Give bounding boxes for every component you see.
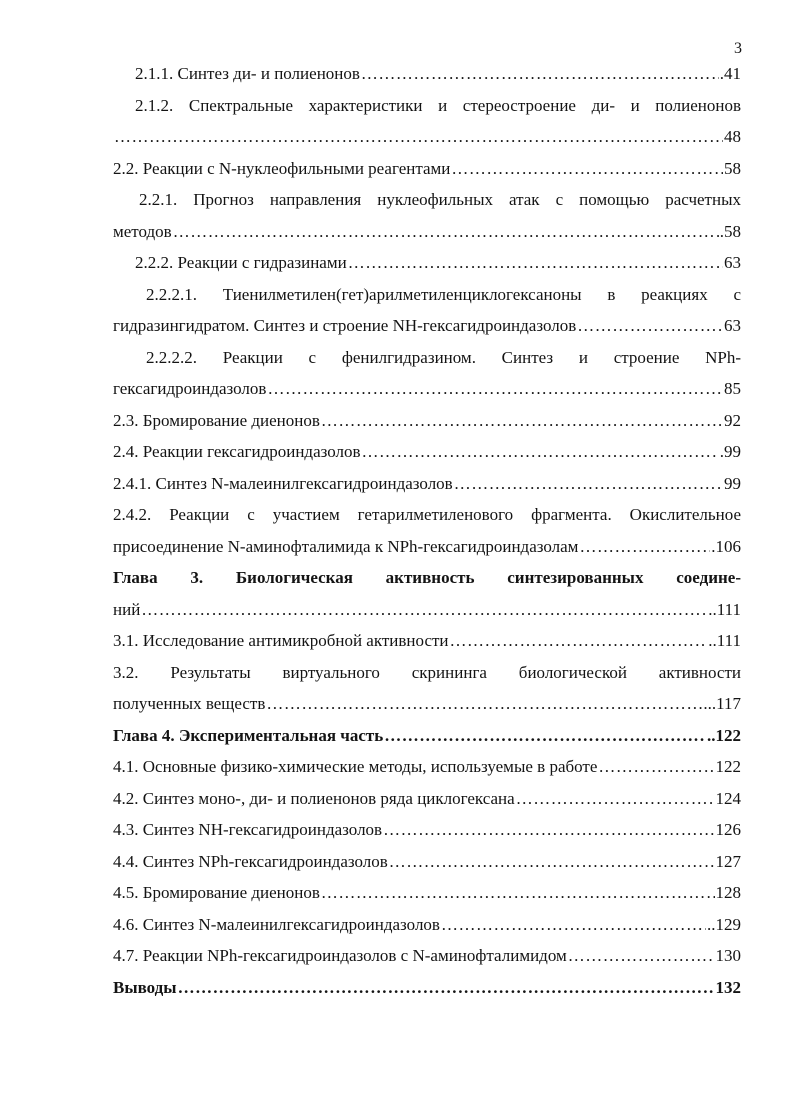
toc-entry-page: 63 bbox=[724, 316, 741, 335]
toc-entry-2-2-2-1-cont bbox=[113, 316, 741, 348]
toc-entry-title-cont: гидразингидратом. Синтез и строение NH-гексагидроиндазолов bbox=[113, 316, 577, 335]
toc-entry-2-1-2: 2.1.2. Спектральные характеристики и стереостроение ди- и полиенонов bbox=[135, 95, 741, 115]
leader-dots bbox=[450, 631, 708, 650]
page-number: 3 bbox=[734, 40, 742, 57]
toc-entry-title-cont: полученных веществ bbox=[113, 694, 266, 713]
toc-entry-page: 122 bbox=[715, 757, 741, 776]
toc-entry-2-2-2-2: 2.2.2.2. Реакции с фенилгидразином. Синтез и строение NPh- bbox=[146, 347, 741, 367]
toc-entry-page: .58 bbox=[719, 221, 741, 241]
toc-entry-4-1 bbox=[113, 757, 741, 789]
toc-entry-title: 4.5. Бромирование диенонов bbox=[113, 883, 320, 902]
toc-entry-4-7 bbox=[113, 946, 741, 978]
toc-entry-page: 130 bbox=[715, 946, 741, 965]
toc-entry-title: 2.2.2. Реакции с гидразинами bbox=[135, 253, 347, 272]
toc-entry-2-1-1 bbox=[113, 64, 741, 96]
toc-entry-title: 2.4.1. Синтез N-малеинилгексагидроиндазолов bbox=[113, 473, 453, 493]
leader-dots bbox=[384, 726, 706, 745]
toc-entry-2-2-1: 2.2.1. Прогноз направления нуклеофильных атак с помощью расчетных bbox=[139, 190, 741, 209]
toc-entry-page: ..129 bbox=[707, 914, 741, 934]
toc-entry-title: Глава 4. Экспериментальная часть bbox=[113, 725, 384, 745]
toc-entry-2-1-2-cont bbox=[113, 127, 741, 159]
toc-entry-2-2-2-2-cont bbox=[113, 379, 741, 411]
toc-entry-title: 3.1. Исследование антимикробной активности bbox=[113, 631, 449, 650]
toc-entry-page: ..111 bbox=[708, 599, 741, 619]
toc-entry-title: 2.3. Бромирование диенонов bbox=[113, 410, 320, 430]
toc-entry-title: 4.6. Синтез N-малеинилгексагидроиндазолов bbox=[113, 914, 440, 934]
toc-entry-page: 128 bbox=[715, 883, 741, 902]
toc-entry-title: 4.3. Синтез NH-гексагидроиндазолов bbox=[113, 820, 383, 839]
toc-entry-page: .99 bbox=[719, 442, 741, 461]
toc-entry-2-4-2: 2.4.2. Реакции с участием гетарилметиленового фрагмента. Окислительное bbox=[113, 505, 741, 524]
toc-entry-3-2: 3.2. Результаты виртуального скрининга биологической активности bbox=[113, 662, 741, 682]
toc-entry-title: 4.4. Синтез NPh-гексагидроиндазолов bbox=[113, 851, 388, 871]
leader-dots bbox=[441, 915, 706, 934]
toc-entry-page: 124 bbox=[715, 788, 741, 808]
leader-dots bbox=[348, 253, 723, 272]
toc-entry-page: 126 bbox=[715, 820, 741, 839]
toc-entry-page: ...117 bbox=[703, 694, 741, 713]
toc-entry-title: 4.7. Реакции NPh-гексагидроиндазолов с N-аминофталимидом bbox=[113, 946, 567, 965]
toc-entry-title-cont: присоединение N-аминофталимида к NPh-гексагидроиндазолам bbox=[113, 536, 579, 556]
toc-entry-page: 58 bbox=[724, 158, 741, 178]
toc-entry-title: 2.2. Реакции с N-нуклеофильными реагентами bbox=[113, 158, 451, 178]
toc-entry-chapter-3-cont bbox=[113, 600, 741, 632]
toc-entry-page: 127 bbox=[715, 851, 741, 871]
toc-entry-2-4-2-cont bbox=[113, 537, 741, 569]
leader-dots bbox=[178, 978, 715, 997]
toc-entry-4-3 bbox=[113, 820, 741, 852]
toc-entry-conclusions bbox=[113, 978, 741, 1010]
toc-entry-title: 2.4. Реакции гексагидроиндазолов bbox=[113, 442, 361, 461]
toc-entry-2-2-1-cont bbox=[113, 222, 741, 254]
toc-entry-title-cont: методов bbox=[113, 221, 172, 241]
toc-entry-3-1 bbox=[113, 631, 741, 663]
toc-entry-title: 4.1. Основные физико-химические методы, используемые в работе bbox=[113, 757, 598, 776]
leader-dots bbox=[321, 411, 723, 430]
leader-dots bbox=[579, 537, 710, 556]
leader-dots bbox=[383, 820, 714, 839]
leader-dots bbox=[114, 127, 723, 146]
toc-entry-chapter-4 bbox=[113, 726, 741, 758]
toc-entry-title: Выводы bbox=[113, 977, 177, 997]
leader-dots bbox=[598, 757, 714, 776]
toc-entry-page: ..122 bbox=[707, 725, 741, 745]
toc-entry-title-cont: гексагидроиндазолов bbox=[113, 379, 267, 398]
leader-dots bbox=[266, 694, 702, 713]
toc-entry-2-4 bbox=[113, 442, 741, 474]
toc-entry-4-5 bbox=[113, 883, 741, 915]
toc-entry-title: 2.1.1. Синтез ди- и полиенонов bbox=[135, 64, 360, 83]
toc-entry-page: 63 bbox=[724, 253, 741, 272]
toc-entry-2-2-2 bbox=[113, 253, 741, 285]
leader-dots bbox=[361, 64, 719, 83]
table-of-contents bbox=[113, 64, 741, 1009]
toc-entry-title-cont: ний bbox=[113, 599, 141, 619]
leader-dots bbox=[267, 379, 723, 398]
leader-dots bbox=[141, 600, 707, 619]
toc-entry-page: ..111 bbox=[708, 631, 741, 650]
toc-entry-page: 92 bbox=[724, 410, 741, 430]
toc-entry-page: 85 bbox=[724, 379, 741, 398]
toc-entry-3-2-cont bbox=[113, 694, 741, 726]
toc-entry-page: 99 bbox=[724, 473, 741, 493]
leader-dots bbox=[516, 789, 715, 808]
toc-entry-2-2 bbox=[113, 159, 741, 191]
toc-entry-4-4 bbox=[113, 852, 741, 884]
leader-dots bbox=[568, 946, 715, 965]
leader-dots bbox=[362, 442, 719, 461]
leader-dots bbox=[454, 474, 723, 493]
leader-dots bbox=[451, 159, 723, 178]
leader-dots bbox=[389, 852, 715, 871]
toc-entry-2-4-1 bbox=[113, 474, 741, 506]
leader-dots bbox=[321, 883, 715, 902]
toc-entry-page: .106 bbox=[711, 536, 741, 556]
toc-entry-page: .41 bbox=[719, 64, 741, 83]
toc-entry-4-2 bbox=[113, 789, 741, 821]
toc-entry-2-2-2-1: 2.2.2.1. Тиенилметилен(гет)арилметиленциклогексаноны в реакциях с bbox=[146, 284, 741, 304]
toc-entry-title: 4.2. Синтез моно-, ди- и полиенонов ряда циклогексана bbox=[113, 788, 515, 808]
toc-entry-page: 132 bbox=[715, 977, 741, 997]
leader-dots bbox=[173, 222, 719, 241]
toc-entry-chapter-3: Глава 3. Биологическая активность синтезированных соедине- bbox=[113, 568, 741, 587]
toc-entry-page: 48 bbox=[724, 127, 741, 146]
toc-entry-4-6 bbox=[113, 915, 741, 947]
toc-entry-2-3 bbox=[113, 411, 741, 443]
leader-dots bbox=[577, 316, 723, 335]
